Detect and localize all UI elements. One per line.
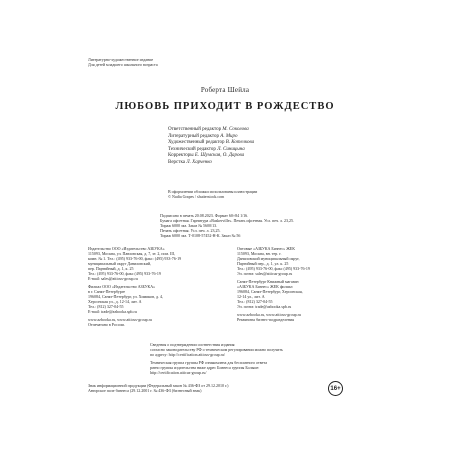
credit-role: Литературный редактор	[168, 133, 220, 139]
info-line: Сведения о подтверждении соответствия издания	[150, 342, 235, 347]
print-line: Тираж 6000 экз. Т-0108-57452-Н-К. Заказ № 56	[160, 233, 241, 238]
address-line: Тел.: (812) 327-04-55	[237, 299, 273, 304]
address-line: 196084, Санкт-Петербург, Херсонская,	[237, 289, 303, 294]
category-line: Для детей младшего школьного возраста	[88, 62, 158, 67]
address-line: «АЗБУКА Бизнес» ЖЕК филиал	[237, 284, 293, 289]
address-line: Санкт-Петербург Книжный магазин	[237, 279, 299, 284]
info-product-mark	[88, 383, 328, 393]
category-note	[88, 57, 288, 67]
info-block	[150, 342, 400, 357]
address-line: Оптовые «АЗБУКА Бизнес» ЖЕК	[237, 246, 295, 251]
address-block	[237, 246, 368, 276]
print-line: Подписано в печать 20.08.2023. Формат 60×84 1/16.	[160, 213, 249, 218]
info-line: Техническая группа группы РФ ознакомлена для бесплатного ответа	[150, 360, 268, 365]
address-line: Херсонская ул., д. 12-14, лит. А	[88, 299, 142, 304]
address-line: Реквизиты бизнес-подразделения	[237, 317, 295, 322]
address-line: www.azbooka.ru, www.atticus-group.ru	[88, 317, 152, 322]
credit-role: Верстка	[168, 159, 186, 165]
credit-row	[168, 160, 368, 167]
credit-person: А. Миро	[220, 133, 238, 139]
address-line: Филиал ООО «Издательство АЗБУКА»	[88, 284, 156, 289]
credit-person: Л. Синицына	[217, 146, 245, 152]
address-line: комн. № 1. Тел.: (495) 933-76-00, факс: (495) 933-76-19	[88, 256, 182, 261]
footer-line: Авторское поле бизнеса (29.12.2001 г. № 436-ФЗ (бизнесный знак)	[88, 388, 202, 393]
address-block	[88, 246, 219, 281]
credit-person: Е. Шумская, О. Дарова	[194, 153, 245, 158]
info-line: по адресу: http://certification.atticus-group.ru/	[150, 352, 226, 357]
credit-person: Л. Харченко	[186, 159, 212, 165]
certification-info	[150, 342, 400, 378]
address-block	[88, 317, 219, 327]
address-line: 12-14 ул., лит. А	[237, 294, 265, 299]
footer-line: Знак информационной продукции (Федеральный закон № 436-ФЗ от 29.12.2010 г.)	[88, 383, 229, 388]
print-line: Бумага офсетная. Гарнитура «Baskerville». Печать офсетная. Усл. печ. л. 23,25.	[160, 218, 294, 223]
address-line: E-mail: sales@atticus-group.ru	[88, 276, 138, 281]
publisher-column-right	[237, 246, 368, 330]
address-line: 196084, Санкт-Петербург, ул. Химиков, д. 4,	[88, 294, 163, 299]
address-line: E-mail: trade@azbooka.spb.ru	[88, 309, 137, 314]
address-line: Эл. почта: trade@azbooka.spb.ru	[237, 304, 292, 309]
address-block	[88, 284, 219, 314]
info-line: ратно группы издательства ниже адрес Бизнеса группы Больше:	[150, 365, 260, 370]
author-name: Роберта Шейла	[200, 86, 250, 94]
address-line: Тел.: (495) 933-76-00, факс (495) 933-76-19	[237, 266, 310, 271]
credit-role: Технический редактор	[168, 146, 216, 152]
book-title: ЛЮБОВЬ ПРИХОДИТ В РОЖДЕСТВО	[115, 101, 335, 112]
address-line: Тел.: (495) 933-76-00, факс (495) 933-76-19	[88, 271, 161, 276]
info-line: http://certification.atticus-group.ru/	[150, 370, 207, 375]
address-line: Отпечатано в России.	[88, 322, 125, 327]
address-line: 115093, Москва, ул. Павловская, д. 7, эт. 2, пом. III,	[88, 251, 175, 256]
address-line: Эл. почта: sales@atticus-group.ru	[237, 271, 293, 276]
cover-credit-line: © Nadia Grapes / shutterstock.com	[168, 194, 225, 199]
info-block	[150, 360, 400, 375]
print-line: Тираж 6000 экз. Заказ № 5600/13.	[160, 223, 218, 228]
credit-role: Ответственный редактор	[168, 127, 222, 132]
address-line: 115093, Москва, вн. тер. г.	[237, 251, 282, 256]
age-rating-badge	[328, 381, 343, 396]
credits-list	[168, 127, 368, 166]
credit-role: Художественный редактор	[168, 140, 225, 145]
address-line: Издательство ООО «Издательство АЗБУКА»	[88, 246, 165, 251]
address-line: Партийный пер., д. 1, ул. к. 25	[237, 261, 289, 266]
publisher-columns	[88, 246, 368, 330]
address-line: муниципальный округ Даниловский,	[88, 261, 152, 266]
address-line: Даниловский муниципальный округ,	[237, 256, 300, 261]
address-line: www.azbooka.ru, www.atticus-group.ru	[237, 312, 301, 317]
address-block	[237, 312, 368, 322]
print-line: Печать офсетная. Усл. печ. л. 23,25.	[160, 228, 221, 233]
credit-role: Корректоры	[168, 153, 194, 158]
address-block	[237, 279, 368, 309]
address-line: в г. Санкт-Петербурге	[88, 289, 126, 294]
cover-credit-line: В оформлении обложки использованы иллюстрации	[168, 189, 258, 194]
address-line: пер. Партийный, д. 1, к. 25	[88, 266, 134, 271]
credit-person: В. Котелкова	[225, 140, 255, 145]
address-line: Тел.: (812) 327-04-55	[88, 304, 124, 309]
print-details	[160, 213, 420, 238]
age-rating-text: 16+	[330, 385, 341, 392]
info-line: согласно законодательству РФ о техническом регулировании можно получить	[150, 347, 283, 352]
publisher-column-left	[88, 246, 219, 330]
cover-credit	[168, 189, 368, 199]
category-line: Литературно-художественное издание	[88, 57, 154, 62]
credit-person: М. Соколова	[222, 127, 249, 132]
